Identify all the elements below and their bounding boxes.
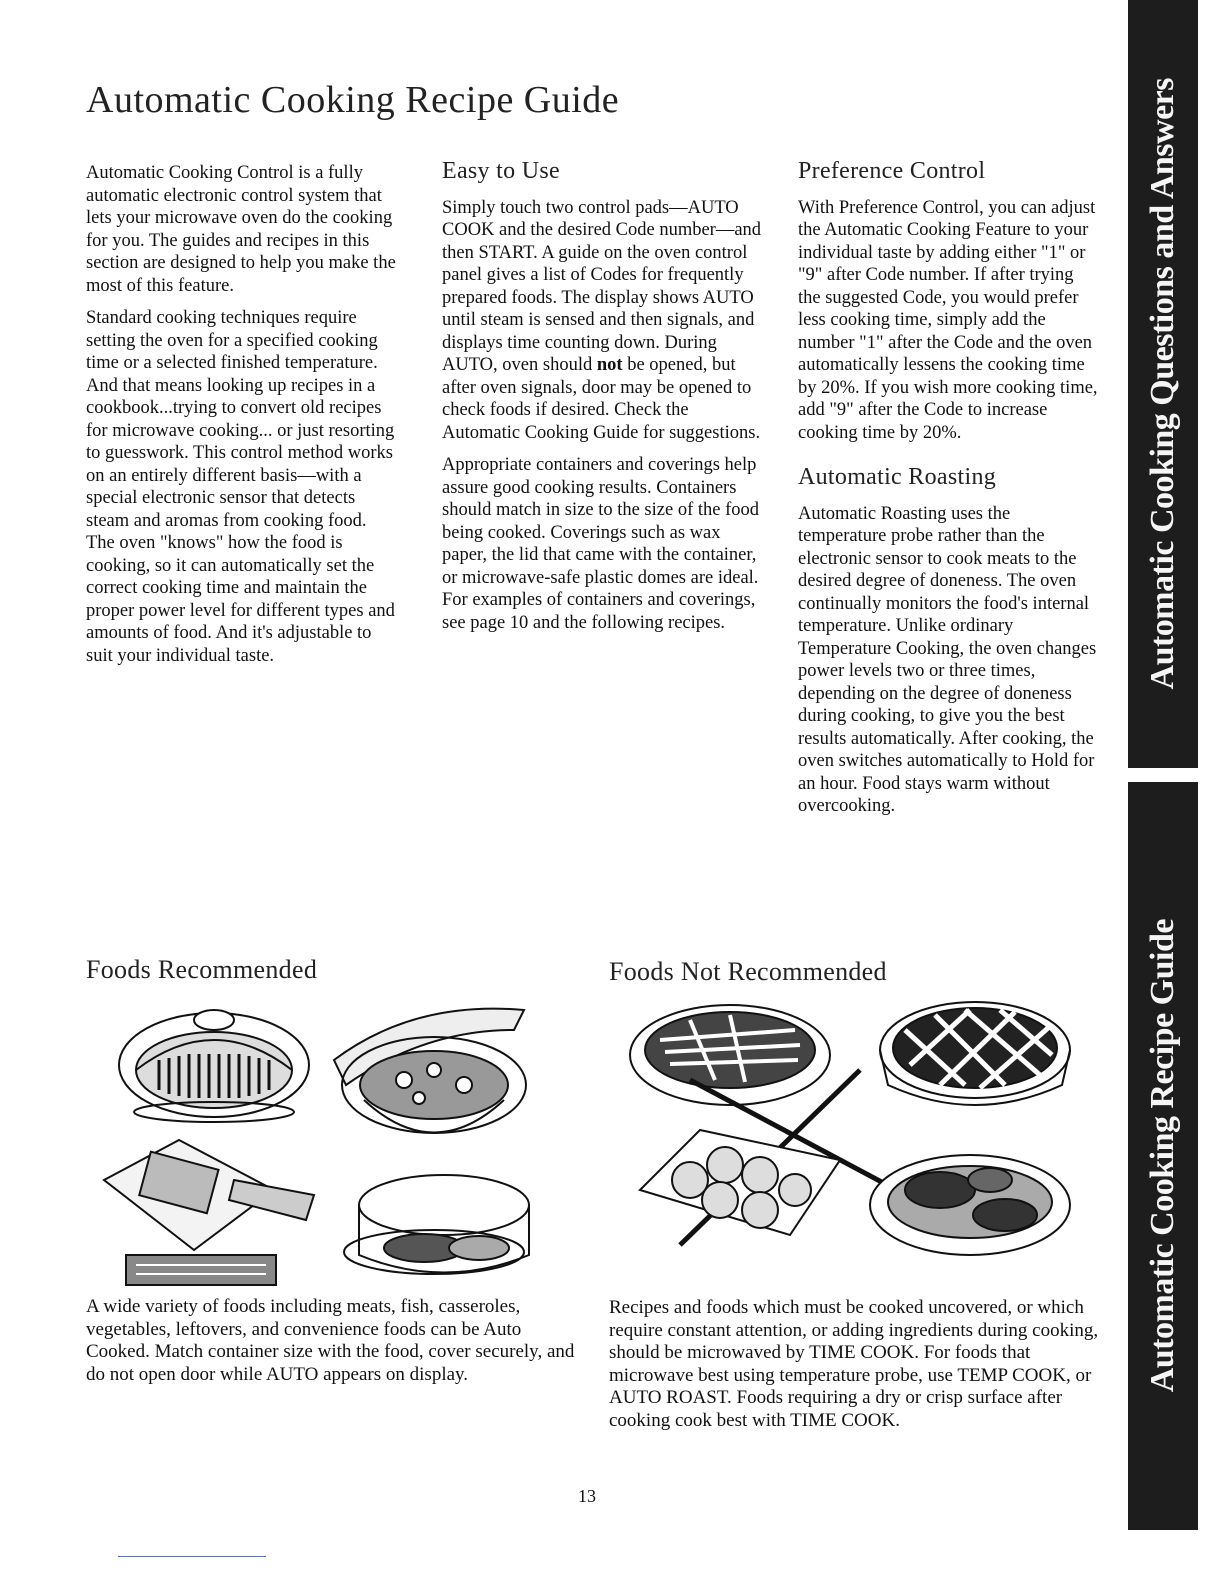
lattice-pie-drawing: [880, 1002, 1070, 1105]
fried-chicken-plate-drawing: [870, 1155, 1070, 1255]
section-tabs: [1128, 0, 1198, 1530]
tab-questions-and-answers-label: Automatic Cooking Questions and Answers: [1144, 78, 1181, 690]
page-title: Automatic Cooking Recipe Guide: [86, 79, 620, 121]
bacon-plate-drawing: [630, 1005, 830, 1105]
preference-control-heading: Preference Control: [798, 158, 986, 184]
page-number: 13: [578, 1486, 596, 1506]
easy-to-use-column: [442, 160, 762, 644]
preference-control-paragraph: With Preference Control, you can adjust the Automatic Cooking Feature to your individual taste by adding either "1" or "9" after Code number. If after trying the suggested Code, you would prefer less cooking time, simply add the number "1" after the Code and the oven automatically lessens the cooking time by 20%. If you wish more cooking time, add "9" after the Code to increase cooking time by 20%.: [798, 197, 1098, 443]
tab-recipe-guide[interactable]: [1128, 782, 1198, 1530]
foods-recommended-heading: Foods Recommended: [86, 955, 318, 984]
foods-recommended-illustration: [84, 990, 584, 1300]
glass-baking-dish-drawing: [344, 1175, 529, 1274]
intro-paragraph-2: Standard cooking techniques require setting the oven for a specified cooking time or a selected finished temperature. And that means looking up recipes in a cookbook...trying to convert old recipes for microwave cooking... or just resorting to guesswork. This control method works on an entirely different basis—with a special electronic sensor that detects steam and aromas from cooking food. The oven "knows" how the food is cooking, so it can automatically set the correct cooking time and maintain the proper power level for different types and amounts of food. And it's adjustable to suit your individual taste.: [86, 308, 395, 666]
foods-recommended-caption: A wide variety of foods including meats, fish, casseroles, vegetables, leftovers, and convenience foods can be Auto Cooked. Match container size with the food, cover securely, and do not open door while AUTO appears on display.: [86, 1296, 575, 1385]
covered-casserole-drawing: [119, 1010, 309, 1122]
intro-paragraph-1: Automatic Cooking Control is a fully automatic electronic control system that lets your microwave oven do the cooking for you. The guides and recipes in this section are designed to help you make the most of this feature.: [86, 163, 396, 296]
tab-recipe-guide-label: Automatic Cooking Recipe Guide: [1144, 919, 1181, 1393]
easy-to-use-text-a: Simply touch two control pads—AUTO COOK and the desired Code number—and then START. A guide on the oven control panel gives a list of Codes for frequently prepared foods. The display shows AUTO until steam is sensed and then signals, and displays time counting down. During AUTO, oven should: [442, 197, 762, 375]
preference-column: [798, 160, 1098, 828]
easy-to-use-paragraph-1: [442, 197, 762, 445]
easy-to-use-heading: Easy to Use: [442, 158, 560, 184]
foods-not-recommended-illustration: [620, 990, 1090, 1290]
automatic-roasting-heading: Automatic Roasting: [798, 464, 997, 490]
foods-not-recommended-heading: Foods Not Recommended: [609, 957, 887, 986]
automatic-roasting-paragraph: Automatic Roasting uses the temperature probe rather than the electronic sensor to cook meats to the desired degree of doneness. The oven continually monitors the food's internal temperature. Unlike ordinary Temperature Cooking, the oven changes power levels two or three times, depending on the degree of doneness during cooking, to give you the best results automatically. After cooking, the oven switches automatically to Hold for an hour. Food stays warm without overcooking.: [798, 503, 1097, 816]
foods-not-recommended-caption-block: [609, 1297, 1109, 1432]
tab-questions-and-answers[interactable]: [1128, 0, 1198, 768]
foods-recommended-caption-block: [86, 1296, 586, 1386]
easy-to-use-paragraph-2: Appropriate containers and coverings help assure good cooking results. Containers should match in size to the size of the food being cooked. Coverings such as wax paper, the lid that came with the container, or microwave-safe plastic domes are ideal. For examples of containers and coverings, see page 10 and the following recipes.: [442, 455, 759, 633]
emphasis-not: not: [596, 355, 623, 375]
footer-rule: [118, 1556, 266, 1557]
intro-column: [86, 162, 396, 677]
convenience-package-drawing: [104, 1140, 314, 1285]
easy-to-use-text-b: be opened, but after oven signals, door may be opened to check foods if desired. Check the Automatic Cooking Guide for suggestions.: [442, 355, 761, 443]
foods-not-recommended-caption: Recipes and foods which must be cooked uncovered, or which require constant attention, or adding ingredients during cooking, should be microwaved by TIME COOK. For foods that microwave best using temperature probe, use TEMP COOK, or AUTO ROAST. Foods requiring a dry or crisp surface after cooking cook best with TIME COOK.: [609, 1297, 1099, 1431]
vegetable-dish-drawing: [334, 1009, 526, 1133]
